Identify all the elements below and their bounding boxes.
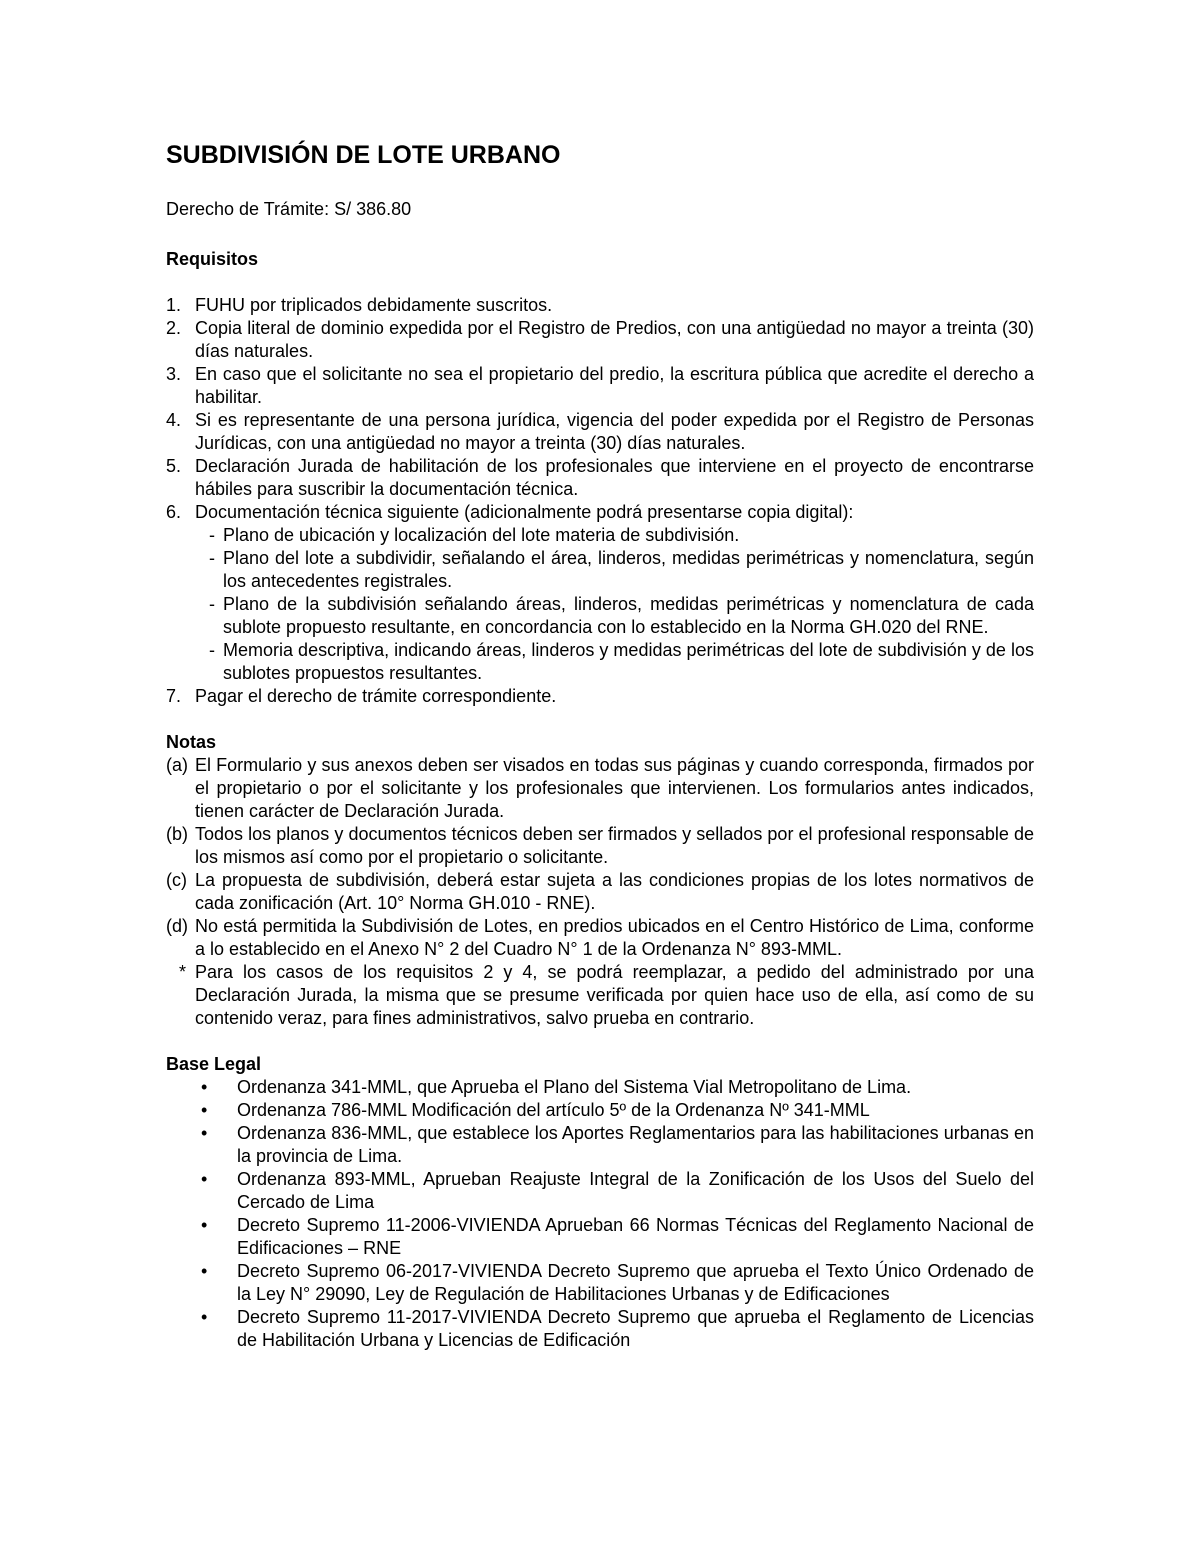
tech-docs-sublist [166,524,1034,685]
item-text: Pagar el derecho de trámite correspondiente. [195,686,557,706]
note-text: El Formulario y sus anexos deben ser visados en todas sus páginas y cuando corresponda, firmados por el propietario o por el solicitante y los profesionales que intervienen. Los formularios antes indicados, tienen carácter de Declaración Jurada. [195,755,1034,821]
list-item [166,363,1034,409]
dash-marker: - [209,640,215,660]
item-number: 6. [166,502,182,522]
footnote-text: Para los casos de los requisitos 2 y 4, se podrá reemplazar, a pedido del administrado por una Declaración Jurada, la misma que se presume verificada por quien hace uso de ella, así como de su contenido veraz, para fines administrativos, salvo prueba en contrario. [195,962,1034,1028]
bullet-icon: • [201,1077,208,1097]
list-item [166,317,1034,363]
bullet-icon: • [201,1215,208,1235]
item-text: En caso que el solicitante no sea el propietario del predio, la escritura pública que acredite el derecho a habilitar. [195,364,1034,407]
item-number: 1. [166,295,182,315]
legal-text: Decreto Supremo 11-2006-VIVIENDA Aprueban 66 Normas Técnicas del Reglamento Nacional de Edificaciones – RNE [237,1215,1034,1258]
legal-text: Ordenanza 341-MML, que Aprueba el Plano del Sistema Vial Metropolitano de Lima. [237,1077,912,1097]
legal-text: Decreto Supremo 06-2017-VIVIENDA Decreto Supremo que aprueba el Texto Único Ordenado de la Ley N° 29090, Ley de Regulación de Habilitaciones Urbanas y de Edificaciones [237,1261,1034,1304]
item-number: 3. [166,364,182,384]
item-number: 7. [166,686,182,706]
fee-text: Derecho de Trámite: S/ 386.80 [166,199,412,219]
note-marker: (d) [166,916,188,936]
sub-list-item [166,639,1034,685]
list-item [166,1076,1034,1099]
item-text: FUHU por triplicados debidamente suscritos. [195,295,553,315]
note-item [166,915,1034,961]
requisitos-list [166,294,1034,524]
list-item [166,1168,1034,1214]
notas-list [166,754,1034,1030]
page-title: SUBDIVISIÓN DE LOTE URBANO [166,141,561,169]
legal-text: Ordenanza 786-MML Modificación del artículo 5º de la Ordenanza Nº 341-MML [237,1100,870,1120]
note-marker: (b) [166,824,188,844]
sub-list-item [166,524,1034,547]
item-text: Copia literal de dominio expedida por el Registro de Predios, con una antigüedad no mayor a treinta (30) días naturales. [195,318,1034,361]
item-text: Declaración Jurada de habilitación de los profesionales que interviene en el proyecto de encontrarse hábiles para suscribir la documentación técnica. [195,456,1034,499]
bullet-icon: • [201,1169,208,1189]
sub-item-text: Memoria descriptiva, indicando áreas, linderos y medidas perimétricas del lote de subdivisión y de los sublotes propuestos resultantes. [223,640,1034,683]
note-text: La propuesta de subdivisión, deberá estar sujeta a las condiciones propias de los lotes normativos de cada zonificación (Art. 10° Norma GH.010 - RNE). [195,870,1034,913]
item-text: Si es representante de una persona jurídica, vigencia del poder expedida por el Registro de Personas Jurídicas, con una antigüedad no mayor a treinta (30) días naturales. [195,410,1034,453]
document-page [166,0,1034,1352]
list-item [166,685,1034,708]
list-item [166,1099,1034,1122]
note-item [166,823,1034,869]
item-number: 2. [166,318,182,338]
note-text: Todos los planos y documentos técnicos deben ser firmados y sellados por el profesional responsable de los mismos así como por el propietario o solicitante. [195,824,1034,867]
legal-text: Ordenanza 836-MML, que establece los Aportes Reglamentarios para las habilitaciones urbanas en la provincia de Lima. [237,1123,1034,1166]
requisitos-list-cont [166,685,1034,708]
base-legal-heading: Base Legal [166,1054,262,1074]
list-item [166,294,1034,317]
item-number: 5. [166,456,182,476]
legal-text: Ordenanza 893-MML, Aprueban Reajuste Integral de la Zonificación de los Usos del Suelo del Cercado de Lima [237,1169,1034,1212]
sub-list-item [166,547,1034,593]
sub-item-text: Plano del lote a subdividir, señalando el área, linderos, medidas perimétricas y nomenclatura, según los antecedentes registrales. [223,548,1034,591]
dash-marker: - [209,594,215,614]
footnote-item [166,961,1034,1030]
asterisk-marker: * [179,962,187,982]
list-item [166,1214,1034,1260]
sub-list-item [166,593,1034,639]
sub-item-text: Plano de la subdivisión señalando áreas, linderos, medidas perimétricas y nomenclatura de cada sublote propuesto resultante, en concordancia con lo establecido en la Norma GH.020 del RNE. [223,594,1034,637]
note-marker: (c) [166,870,187,890]
base-legal-list [166,1076,1034,1352]
note-item [166,869,1034,915]
sub-item-text: Plano de ubicación y localización del lote materia de subdivisión. [223,525,740,545]
list-item [166,455,1034,501]
note-marker: (a) [166,755,188,775]
note-item [166,754,1034,823]
list-item [166,1122,1034,1168]
bullet-icon: • [201,1123,208,1143]
bullet-icon: • [201,1261,208,1281]
notas-heading: Notas [166,732,217,752]
dash-marker: - [209,525,215,545]
note-text: No está permitida la Subdivisión de Lotes, en predios ubicados en el Centro Histórico de Lima, conforme a lo establecido en el Anexo N° 2 del Cuadro N° 1 de la Ordenanza N° 893-MML. [195,916,1034,959]
list-item [166,409,1034,455]
list-item [166,501,1034,524]
legal-text: Decreto Supremo 11-2017-VIVIENDA Decreto Supremo que aprueba el Reglamento de Licencias de Habilitación Urbana y Licencias de Edificación [237,1307,1034,1350]
item-number: 4. [166,410,182,430]
dash-marker: - [209,548,215,568]
list-item [166,1260,1034,1306]
list-item [166,1306,1034,1352]
bullet-icon: • [201,1100,208,1120]
requisitos-heading: Requisitos [166,249,259,269]
bullet-icon: • [201,1307,208,1327]
item-text: Documentación técnica siguiente (adicionalmente podrá presentarse copia digital): [195,502,854,522]
